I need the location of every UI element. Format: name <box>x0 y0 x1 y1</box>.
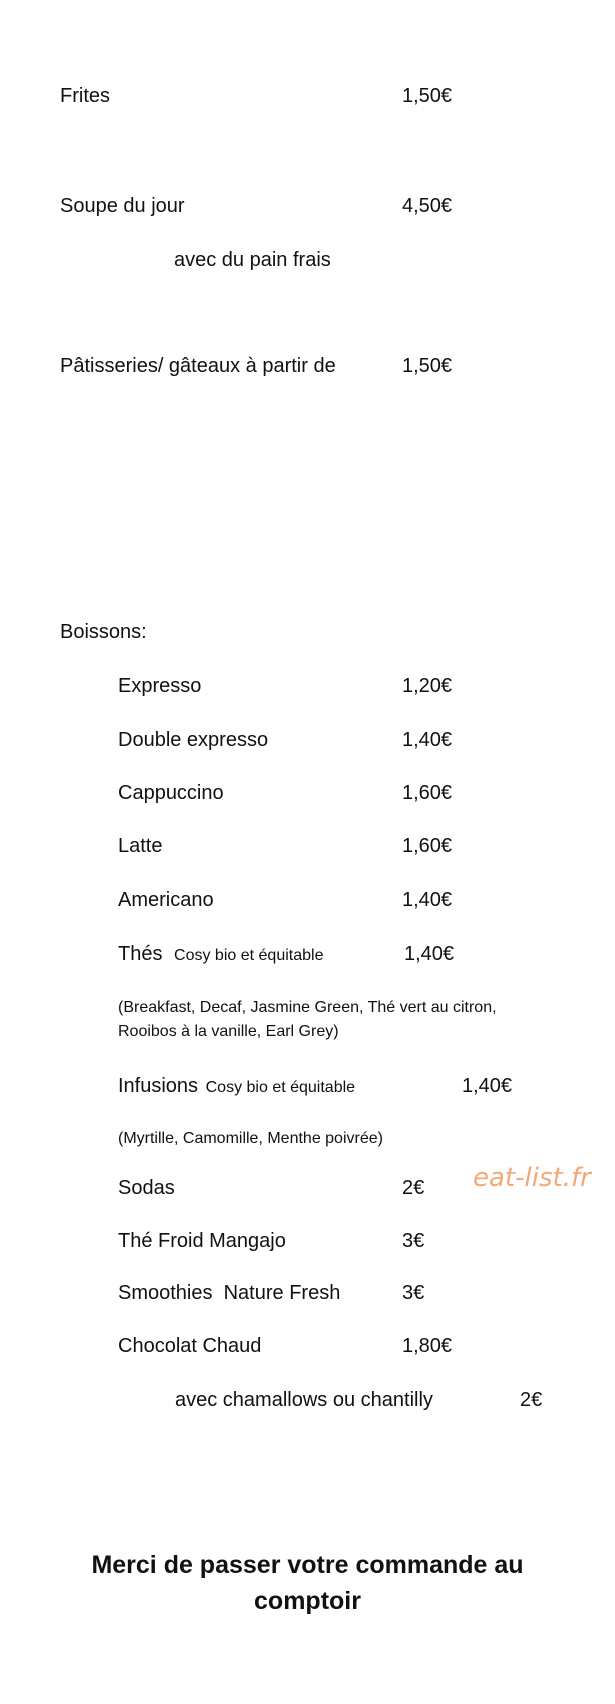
drink-chocolat-extra-price: 2€ <box>520 1389 543 1411</box>
drink-the-froid-price: 3€ <box>402 1230 425 1252</box>
drink-infusions-price: 1,40€ <box>462 1075 513 1097</box>
item-soupe-price: 4,50€ <box>402 195 453 217</box>
drinks-heading: Boissons: <box>60 621 147 643</box>
drink-infusions-varieties: (Myrtille, Camomille, Menthe poivrée) <box>118 1130 383 1147</box>
drink-cappuccino-price: 1,60€ <box>402 782 453 804</box>
drink-infusions-name: Infusions <box>118 1075 199 1097</box>
drink-double-expresso-price: 1,40€ <box>402 729 453 751</box>
drink-thes-name: Thés <box>118 943 163 965</box>
item-patisseries-price: 1,50€ <box>402 355 453 377</box>
drink-infusions-brand: Cosy bio et équitable <box>205 1079 356 1096</box>
drink-double-expresso-name: Double expresso <box>118 729 269 751</box>
drink-sodas-name: Sodas <box>118 1177 175 1199</box>
item-frites-name: Frites <box>60 85 110 107</box>
drink-smoothies-name: Smoothies Nature Fresh <box>118 1282 341 1304</box>
item-patisseries-name: Pâtisseries/ gâteaux à partir de <box>60 355 336 377</box>
drink-expresso-price: 1,20€ <box>402 675 453 697</box>
drink-chocolat-price: 1,80€ <box>402 1335 453 1357</box>
item-soupe-name: Soupe du jour <box>60 195 185 217</box>
drink-thes-varieties: (Breakfast, Decaf, Jasmine Green, Thé vert au citron, Rooibos à la vanille, Earl Grey) <box>118 999 497 1040</box>
drink-the-froid-name: Thé Froid Mangajo <box>118 1230 286 1252</box>
drink-latte-name: Latte <box>118 835 163 857</box>
drink-thes-brand: Cosy bio et équitable <box>174 947 324 964</box>
drink-thes-price: 1,40€ <box>404 943 455 965</box>
drink-expresso-name: Expresso <box>118 675 202 697</box>
item-soupe-note: avec du pain frais <box>174 249 331 271</box>
item-frites-price: 1,50€ <box>402 85 453 107</box>
watermark-eat-list: eat-list.fr <box>473 1163 591 1193</box>
drink-thes-row <box>118 942 323 967</box>
order-at-counter-notice: Merci de passer votre commande au comptoir <box>91 1551 524 1615</box>
drink-americano-name: Americano <box>118 889 214 911</box>
drink-americano-price: 1,40€ <box>402 889 453 911</box>
drink-cappuccino-name: Cappuccino <box>118 782 224 804</box>
drink-smoothies-price: 3€ <box>402 1282 425 1304</box>
drink-sodas-price: 2€ <box>402 1177 425 1199</box>
drink-latte-price: 1,60€ <box>402 835 453 857</box>
drink-infusions-row <box>118 1074 355 1099</box>
drink-chocolat-name: Chocolat Chaud <box>118 1335 262 1357</box>
drink-chocolat-extra: avec chamallows ou chantilly <box>175 1389 433 1411</box>
